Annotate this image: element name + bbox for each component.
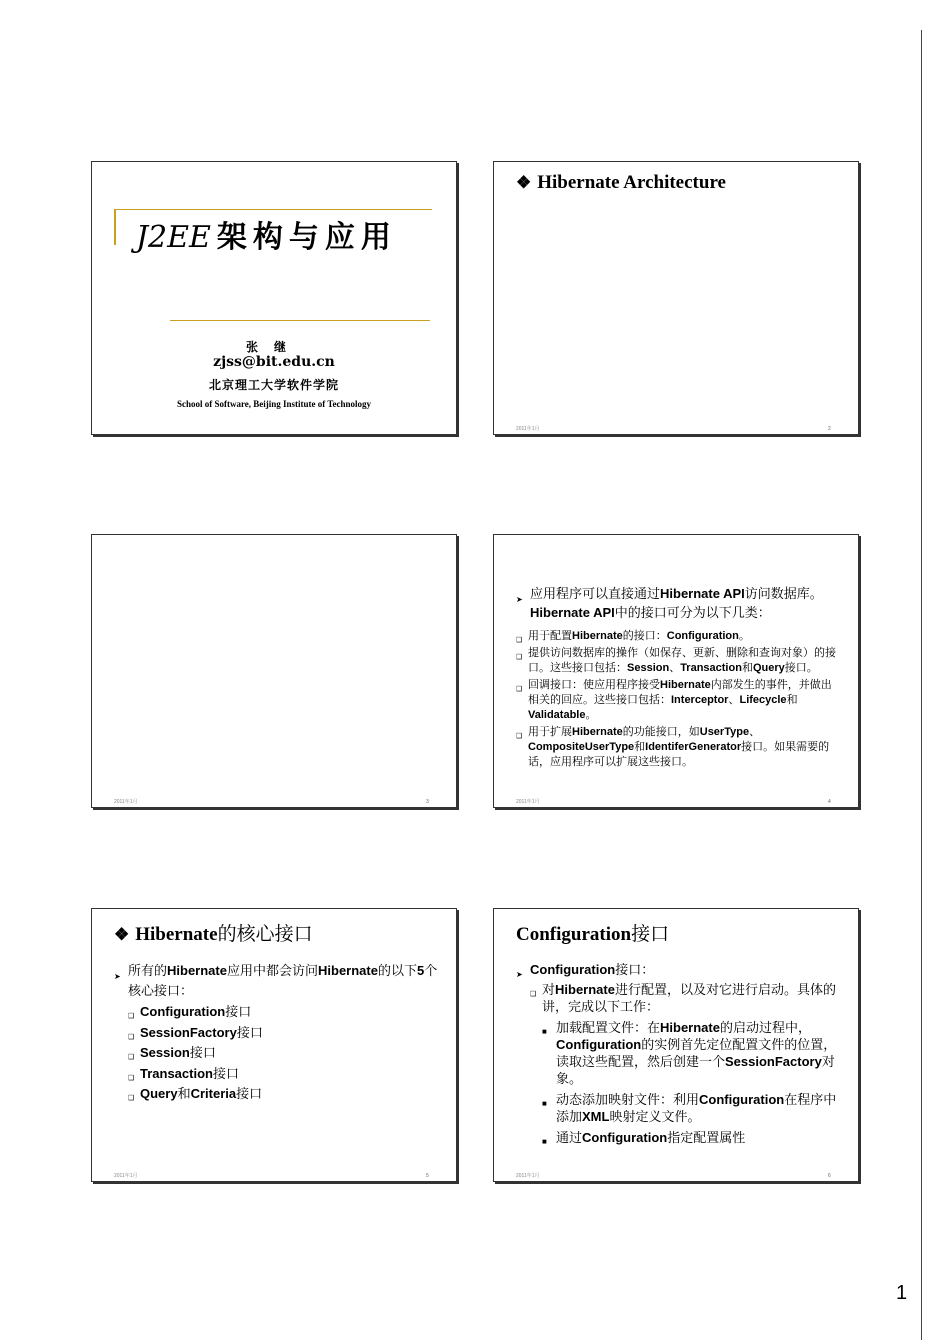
square-bullet-icon: ❑ (516, 654, 523, 661)
list-item: ❑ 用于配置Hibernate的接口：Configuration。 (516, 629, 842, 644)
slide-body (516, 961, 842, 1146)
list-item: ■ 通过Configuration指定配置属性 (516, 1129, 842, 1146)
author-name: 张继 (245, 340, 302, 354)
page-number: 1 (896, 1282, 908, 1304)
slide-heading: Configuration接口 (516, 924, 670, 945)
list-item: ❑ SessionFactory接口 (114, 1023, 440, 1044)
list-item: ➤ 所有的Hibernate应用中都会访问Hibernate的以下5个核心接口： (114, 963, 438, 999)
slide-footer-label: 2011年1月 (516, 426, 540, 432)
slide-footer-label: 2011年1月 (516, 799, 540, 805)
list-item: ❑ 对Hibernate进行配置，以及对它进行启动。具体的讲，完成以下工作： (530, 982, 836, 1014)
list-item: ❑ 提供访问数据库的操作（如保存、更新、删除和查询对象）的接口。这些接口包括：Session、Transaction和Query接口。 (516, 647, 836, 674)
list-item: ❑ Session接口 (114, 1043, 440, 1064)
slide-api-categories (493, 534, 859, 808)
slide-heading: ❖ Hibernate Architecture (516, 172, 726, 193)
diamond-bullet-icon: ❖ (516, 173, 532, 192)
school-name-en: School of Software, Beijing Institute of Technology (176, 399, 372, 409)
slide-number: 6 (828, 1173, 831, 1179)
arrow-bullet-icon: ➤ (516, 595, 523, 604)
square-bullet-icon: ❑ (128, 1074, 135, 1082)
square-bullet-icon: ■ (542, 1099, 547, 1108)
square-bullet-icon: ❑ (128, 1054, 135, 1061)
slide-number: 4 (828, 799, 831, 805)
slide-number: 3 (426, 799, 429, 805)
square-bullet-icon: ❑ (516, 686, 523, 693)
slide-configuration (493, 908, 859, 1182)
square-bullet-icon: ❑ (530, 991, 537, 998)
list-item: ❑ Query和Criteria接口 (114, 1084, 440, 1105)
list-item: ❑ Transaction接口 (114, 1064, 440, 1085)
slide-number: 2 (828, 426, 831, 432)
list-item: ❑ Configuration接口 (114, 1002, 440, 1023)
slide-architecture (493, 161, 859, 435)
author-email: zjss@bit.edu.cn (213, 354, 335, 370)
square-bullet-icon: ❑ (516, 733, 523, 740)
slide-title-page (91, 161, 457, 435)
slide-heading: ❖ Hibernate的核心接口 (114, 924, 313, 945)
decorative-rule (114, 209, 432, 210)
course-title: J2EE 架构与应用 (136, 220, 397, 255)
slide-body (114, 961, 440, 1105)
square-bullet-icon: ❑ (516, 637, 523, 644)
arrow-bullet-icon: ➤ (114, 972, 121, 981)
margin-rule (921, 30, 922, 1340)
square-bullet-icon: ■ (542, 1027, 547, 1036)
list-item: ❑ 用于扩展Hibernate的功能接口，如UserType、CompositeUserType和IdentiferGenerator接口。如果需要的话，应用程序可以扩展这些接口。 (516, 726, 830, 768)
list-item: ❑ 回调接口：使应用程序接受Hibernate内部发生的事件，并做出相关的回应。这些接口包括：Interceptor、Lifecycle和Validatable。 (516, 679, 832, 721)
square-bullet-icon: ■ (542, 1137, 547, 1146)
slide-footer-label: 2011年1月 (516, 1173, 540, 1179)
square-bullet-icon: ❑ (128, 1013, 135, 1020)
decorative-rule (170, 320, 430, 321)
diamond-bullet-icon: ❖ (114, 925, 130, 944)
slide-core-interfaces (91, 908, 457, 1182)
square-bullet-icon: ❑ (128, 1095, 135, 1102)
slide-blank (91, 534, 457, 808)
school-name-cn: 北京理工大学软件学院 (208, 378, 339, 392)
list-item: ➤ Configuration接口： (516, 961, 842, 978)
square-bullet-icon: ❑ (128, 1033, 135, 1041)
slide-number: 5 (426, 1173, 429, 1179)
list-item: ➤ 应用程序可以直接通过Hibernate API访问数据库。Hibernate API中的接口可分为以下几类： (516, 586, 823, 621)
decorative-rule (114, 209, 116, 245)
arrow-bullet-icon: ➤ (516, 970, 523, 979)
slide-body (516, 585, 842, 770)
slide-footer-label: 2011年1月 (114, 1173, 138, 1179)
list-item: ■ 动态添加映射文件：利用Configuration在程序中添加XML映射定义文件。 (542, 1092, 837, 1124)
list-item: ■ 加载配置文件：在Hibernate的启动过程中，Configuration的实例首先定位配置文件的位置，读取这些配置，然后创建一个SessionFactory对象。 (542, 1020, 837, 1086)
slide-footer-label: 2011年1月 (114, 799, 138, 805)
